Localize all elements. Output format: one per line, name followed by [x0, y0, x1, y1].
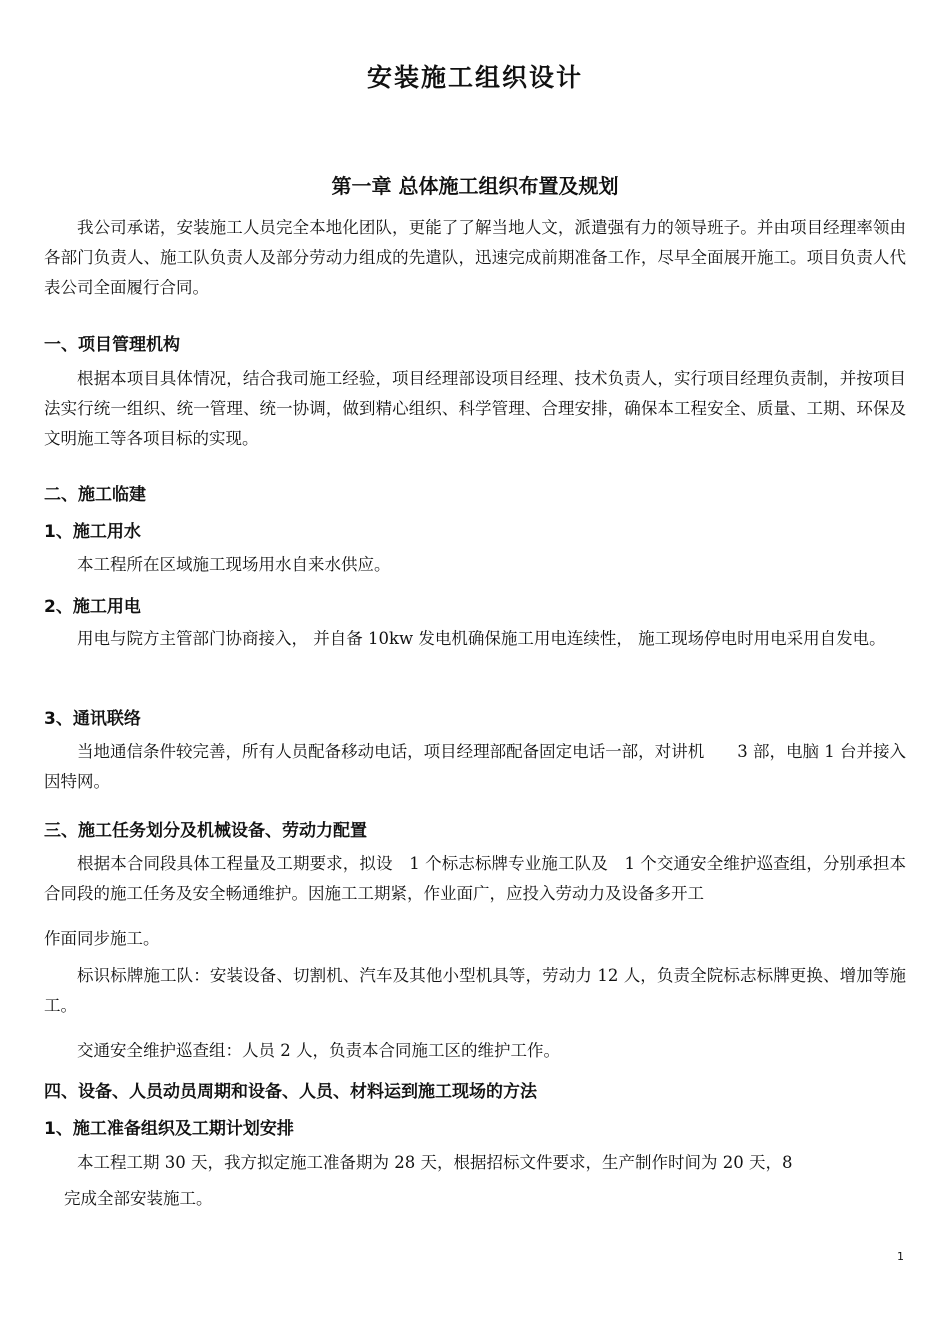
subsection-heading-water: 1、施工用水: [44, 522, 141, 542]
chapter-heading: 第一章 总体施工组织布置及规划: [331, 174, 619, 198]
schedule-paragraph-a: 本工程工期 30 天，我方拟定施工准备期为 28 天，根据招标文件要求，生产制作时间为 20 天，8: [77, 1153, 793, 1172]
sign-team-paragraph: 标识标牌施工队：安装设备、切割机、汽车及其他小型机具等，劳动力 12 人，负责全院标志标牌更换、增加等施工。: [44, 966, 906, 1015]
section-3-paragraph-a: 根据本合同段具体工程量及工期要求，拟设 1 个标志标牌专业施工队及 1 个交通安全维护巡查组，分别承担本合同段的施工任务及安全畅通维护。因施工工期紧，作业面广，应投入劳动力及设备多开工: [44, 854, 906, 903]
section-heading-1: 一、项目管理机构: [44, 335, 180, 355]
section-3-paragraph-b: 作面同步施工。: [44, 929, 160, 948]
communication-paragraph: 当地通信条件较完善，所有人员配备移动电话，项目经理部配备固定电话一部，对讲机 3 部，电脑 1 台并接入因特网。: [44, 742, 906, 791]
power-paragraph: 用电与院方主管部门协商接入， 并自备 10kw 发电机确保施工用电连续性， 施工现场停电时用电采用自发电。: [77, 629, 886, 648]
schedule-paragraph-b: 完成全部安装施工。: [64, 1189, 213, 1208]
subsection-heading-communication: 3、通讯联络: [44, 709, 141, 729]
patrol-team-paragraph: 交通安全维护巡查组：人员 2 人，负责本合同施工区的维护工作。: [77, 1041, 560, 1060]
section-1-paragraph: 根据本项目具体情况，结合我司施工经验，项目经理部设项目经理、技术负责人，实行项目经理负责制，并按项目法实行统一组织、统一管理、统一协调，做到精心组织、科学管理、合理安排，确保本工程安全、质量、工期、环保及文明施工等各项目标的实现。: [44, 369, 906, 448]
water-paragraph: 本工程所在区域施工现场用水自来水供应。: [77, 555, 391, 574]
subsection-heading-power: 2、施工用电: [44, 597, 141, 617]
section-heading-2: 二、施工临建: [44, 485, 146, 505]
page-number: 1: [897, 1250, 904, 1263]
intro-paragraph: 我公司承诺，安装施工人员完全本地化团队，更能了了解当地人文，派遣强有力的领导班子。并由项目经理率领由各部门负责人、施工队负责人及部分劳动力组成的先遣队，迅速完成前期准备工作，尽早全面展开施工。项目负责人代表公司全面履行合同。: [44, 218, 906, 297]
section-heading-3: 三、施工任务划分及机械设备、劳动力配置: [44, 821, 367, 841]
section-heading-4: 四、设备、人员动员周期和设备、人员、材料运到施工现场的方法: [44, 1082, 537, 1102]
subsection-heading-schedule: 1、施工准备组织及工期计划安排: [44, 1119, 294, 1139]
document-title: 安装施工组织设计: [366, 63, 583, 92]
